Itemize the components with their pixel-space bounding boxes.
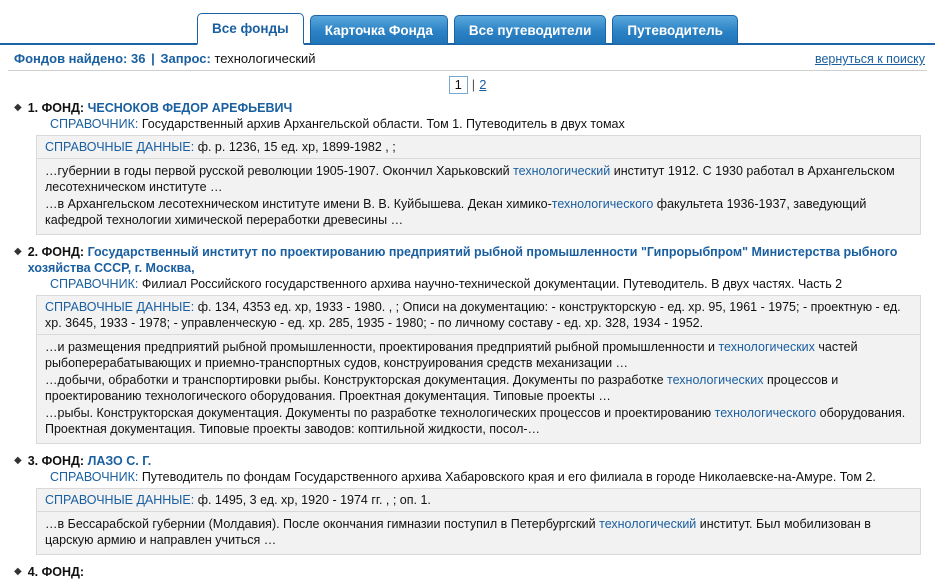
result-header <box>14 564 921 580</box>
reference-data-value: ф. 134, 4353 ед. хр, 1933 - 1980. , ; Описи на документацию: - конструкторскую - ед. хр. 95, 1961 - 1975; - проектную - ед. хр. 3645, 1933 - 1978; - управленческую - ед. хр. 285, 1935 - 1980; - по личному составу - ед. хр. 328, 1934 - 1952. <box>45 300 901 330</box>
tab-guide[interactable]: Путеводитель <box>612 15 738 44</box>
bullet-icon: ◆ <box>14 246 22 257</box>
reference-data-box <box>36 295 921 335</box>
bullet-icon: ◆ <box>14 455 22 466</box>
fond-label: 1. ФОНД: <box>27 101 85 115</box>
snippet-text: …в Бессарабской губернии (Молдавия). После окончания гимназии поступил в Петербургский <box>45 517 600 531</box>
snippet-box <box>36 512 921 555</box>
snippet-text: процессов и проектированию технологического оборудования. Проектная документация. Типовые проекты … <box>45 373 839 403</box>
snippet-text: …добычи, обработки и транспортировки рыбы. Конструкторская документация. Документы по разработке <box>45 373 668 387</box>
fond-label: 4. ФОНД: <box>27 565 85 579</box>
snippet-text: факультета 1936-1937, заведующий кафедрой технологии химической переработки древесины … <box>45 197 867 227</box>
snippet <box>45 516 912 548</box>
snippet-highlight: технологического <box>714 406 817 420</box>
snippet-text: …губернии в годы первой русской революции 1905-1907. Окончил Харьковский <box>45 164 514 178</box>
snippet-box <box>36 335 921 444</box>
fond-name-link[interactable]: Государственный институт по проектированию предприятий рыбной промышленности "Гипрорыбпром" Министерства рыбного хозяйства СССР, г. Москва, <box>27 245 898 275</box>
search-info-bar <box>0 45 935 70</box>
back-to-search-link[interactable]: вернуться к поиску <box>814 52 925 66</box>
snippet-highlight: технологический <box>513 164 611 178</box>
fond-label: 2. ФОНД: <box>27 245 85 259</box>
guide-label: СПРАВОЧНИК: <box>50 117 139 131</box>
search-summary <box>14 51 316 66</box>
result-title <box>28 100 921 116</box>
results-list <box>0 100 935 580</box>
snippet-text: …и размещения предприятий рыбной промышленности, проектирования предприятий рыбной промышленности и <box>45 340 719 354</box>
reference-data-label: СПРАВОЧНЫЕ ДАННЫЕ: <box>45 140 195 154</box>
found-label: Фондов найдено: <box>14 51 128 66</box>
snippet-highlight: технологических <box>718 340 815 354</box>
query-label: Запрос: <box>160 51 211 66</box>
fond-label: 3. ФОНД: <box>27 454 85 468</box>
guide-value: Государственный архив Архангельской области. Том 1. Путеводитель в двух томах <box>141 117 625 131</box>
result-header <box>14 244 921 276</box>
snippet-highlight: технологических <box>667 373 764 387</box>
info-separator: | <box>151 51 155 66</box>
snippet <box>45 405 912 437</box>
tab-all-funds[interactable]: Все фонды <box>197 13 304 45</box>
reference-data-value: ф. 1495, 3 ед. хр, 1920 - 1974 гг. , ; оп. 1. <box>197 493 431 507</box>
guide-label: СПРАВОЧНИК: <box>50 277 139 291</box>
snippet-text: …в Архангельском лесотехническом институте имени В. В. Куйбышева. Декан химико- <box>45 197 552 211</box>
snippet-text: частей рыбоперерабатывающих и приемно-транспортных судов, конструирования средств механизации … <box>45 340 858 370</box>
fond-name-link[interactable]: ЛАЗО С. Г. <box>87 454 152 468</box>
result-item <box>14 244 921 444</box>
reference-data-value: ф. р. 1236, 15 ед. хр, 1899-1982 , ; <box>197 140 396 154</box>
pagination <box>0 71 935 100</box>
result-item <box>14 564 921 580</box>
snippet <box>45 339 912 371</box>
reference-data-box <box>36 488 921 512</box>
tab-bar <box>0 0 935 45</box>
snippet <box>45 163 912 195</box>
guide-reference <box>14 469 921 485</box>
page-pipe: | <box>471 77 476 92</box>
result-item <box>14 100 921 235</box>
reference-data-label: СПРАВОЧНЫЕ ДАННЫЕ: <box>45 493 195 507</box>
found-count: 36 <box>131 51 146 66</box>
result-title <box>28 244 921 276</box>
guide-value: Путеводитель по фондам Государственного архива Хабаровского края и его филиала в городе Николаевске-на-Амуре. Том 2. <box>141 470 876 484</box>
page-current[interactable]: 1 <box>449 76 468 94</box>
snippet-highlight: технологический <box>599 517 697 531</box>
result-header <box>14 100 921 116</box>
snippet <box>45 372 912 404</box>
bullet-icon: ◆ <box>14 102 22 113</box>
guide-value: Филиал Российского государственного архива научно-технической документации. Путеводитель. В двух частях. Часть 2 <box>141 277 843 291</box>
result-title <box>28 564 921 580</box>
tab-all-guides[interactable]: Все путеводители <box>454 15 607 44</box>
result-header <box>14 453 921 469</box>
snippet-text: …рыбы. Конструкторская документация. Документы по разработке технологических процессов и проектированию <box>45 406 715 420</box>
reference-data-box <box>36 135 921 159</box>
snippet-highlight: технологического <box>551 197 654 211</box>
query-value: технологический <box>214 51 316 66</box>
tab-fund-card[interactable]: Карточка Фонда <box>310 15 448 44</box>
result-title <box>28 453 921 469</box>
snippet-text: институт 1912. С 1930 работал в Архангельском лесотехническом институте … <box>45 164 895 194</box>
guide-reference <box>14 116 921 132</box>
guide-label: СПРАВОЧНИК: <box>50 470 139 484</box>
result-item <box>14 453 921 555</box>
snippet-text: оборудования. Проектная документация. Типовые проекты заводов: коптильной жидкости, посол-… <box>45 406 906 436</box>
fond-name-link[interactable]: ЧЕСНОКОВ ФЕДОР АРЕФЬЕВИЧ <box>87 101 293 115</box>
bullet-icon: ◆ <box>14 566 22 577</box>
page-2-link[interactable]: 2 <box>479 77 487 92</box>
snippet <box>45 196 912 228</box>
guide-reference <box>14 276 921 292</box>
snippet-box <box>36 159 921 235</box>
reference-data-label: СПРАВОЧНЫЕ ДАННЫЕ: <box>45 300 195 314</box>
snippet-text: институт. Был мобилизован в царскую армию и направлен учиться … <box>45 517 871 547</box>
